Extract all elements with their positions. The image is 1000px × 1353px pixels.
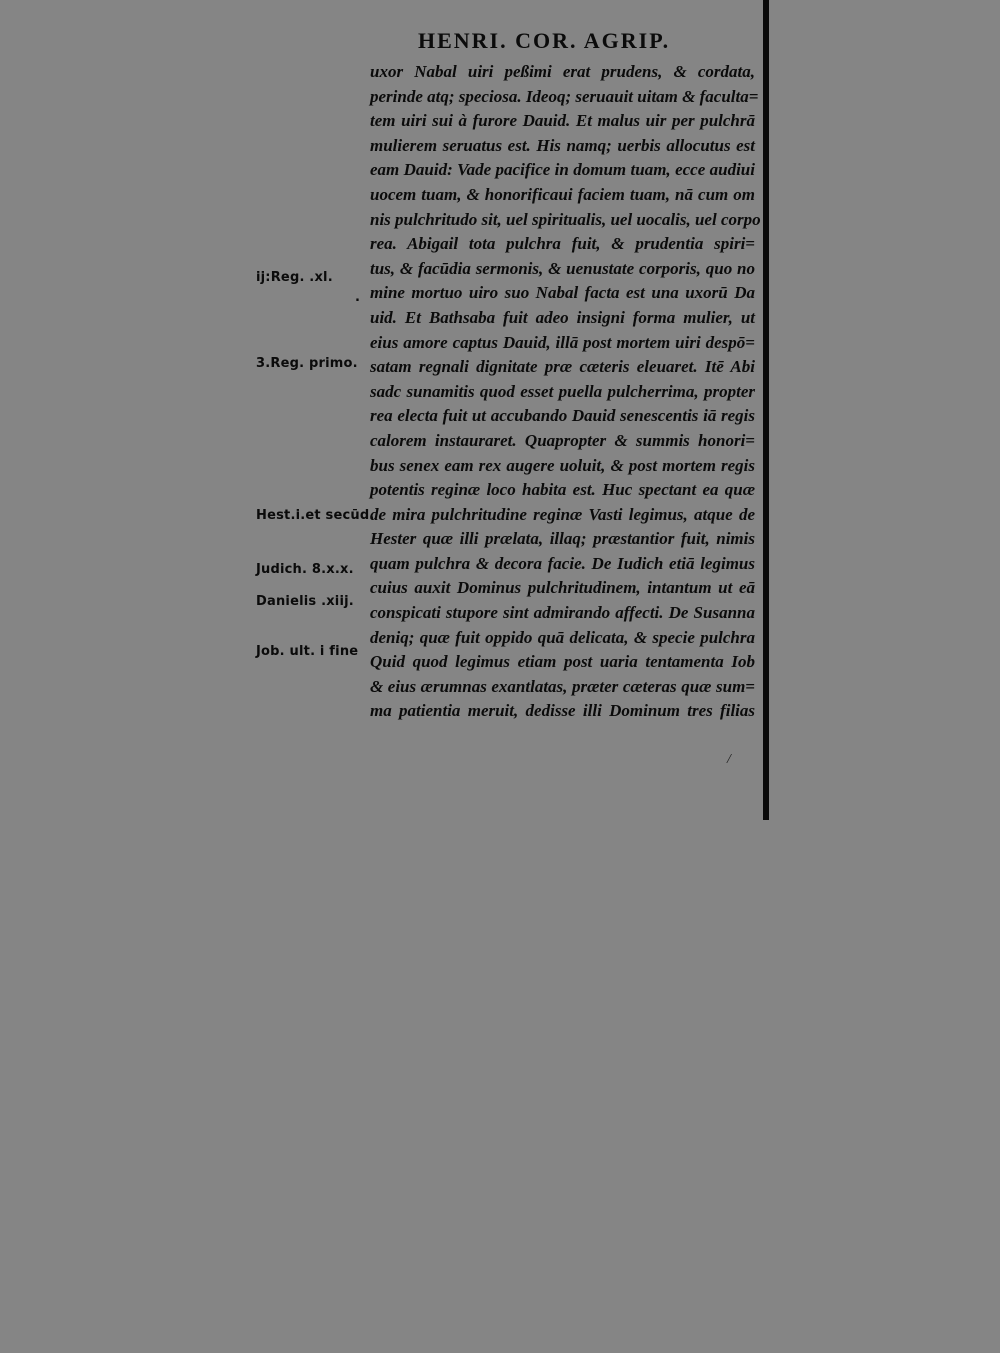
text-line: mulierem seruatus est. His namq; uerbis allocutus est — [370, 135, 755, 155]
text-line: conspicati stupore sint admirando affecti. De Susanna — [370, 603, 755, 623]
text-line: tus, & facūdia sermonis, & uenustate corporis, quo no — [370, 258, 755, 278]
margin-note-reference: 3.Reg. primo. — [256, 356, 358, 371]
text-line: uocem tuam, & honorificaui faciem tuam, nā cum om — [370, 184, 755, 204]
text-line: eam Dauid: Vade pacifice in domum tuam, ecce audiui — [370, 160, 755, 180]
stray-mark: / — [727, 752, 731, 767]
text-line: Hester quæ illi prælata, illaq; præstantior fuit, nimis — [370, 529, 755, 549]
text-line: mine mortuo uiro suo Nabal facta est una uxorū Da — [370, 283, 755, 303]
page-edge-rule — [763, 0, 769, 820]
text-line: Quid quod legimus etiam post uaria tentamenta Iob — [370, 652, 755, 672]
text-line: satam regnali dignitate præ cæteris eleuaret. Itē Abi — [370, 357, 755, 377]
text-line: de mira pulchritudine reginæ Vasti legimus, atque de — [370, 504, 755, 524]
running-head: HENRI. COR. AGRIP. — [418, 28, 671, 53]
text-line: tem uiri sui à furore Dauid. Et malus uir per pulchrā — [370, 111, 755, 131]
margin-note-reference: Hest.i.et secūd. — [256, 508, 375, 523]
body-text — [370, 60, 761, 724]
text-line: eius amore captus Dauid, illā post mortem uiri despō= — [370, 332, 755, 352]
margin-note-reference: ij:Reg. .xl. — [256, 270, 333, 285]
margin-note-reference: Danielis .xiij. — [256, 594, 354, 609]
text-line: uxor Nabal uiri peßimi erat prudens, & cordata, — [370, 62, 755, 81]
text-line: potentis reginæ loco habita est. Huc spectant ea quæ — [370, 480, 755, 500]
margin-note-reference: Job. ult. i fine — [256, 644, 359, 659]
margin-note-reference: Judich. 8.x.x. — [256, 562, 354, 577]
text-line: perinde atq; speciosa. Ideoq; seruauit uitam & faculta= — [370, 86, 759, 106]
text-line: rea electa fuit ut accubando Dauid senescentis iā regis — [370, 406, 755, 426]
text-line: ma patientia meruit, dedisse illi Dominum tres filias — [370, 701, 755, 721]
margin-note-reference: . — [355, 290, 361, 305]
text-line: sadc sunamitis quod esset puella pulcherrima, propter — [370, 381, 755, 401]
text-line: uid. Et Bathsaba fuit adeo insigni forma mulier, ut — [370, 307, 755, 327]
text-line: calorem instauraret. Quapropter & summis honori= — [370, 430, 755, 450]
text-line: & eius ærumnas exantlatas, præter cæteras quæ sum= — [370, 676, 755, 696]
text-line: nis pulchritudo sit, uel spiritualis, uel uocalis, uel corpo — [370, 209, 761, 229]
text-line: rea. Abigail tota pulchra fuit, & prudentia spiri= — [370, 234, 755, 254]
text-line: quam pulchra & decora facie. De Iudich etiā legimus — [370, 553, 755, 573]
text-line: bus senex eam rex augere uoluit, & post mortem regis — [370, 455, 755, 475]
text-line: deniq; quæ fuit oppido quā delicata, & specie pulchra — [370, 627, 755, 647]
text-line: cuius auxit Dominus pulchritudinem, intantum ut eā — [370, 578, 755, 598]
